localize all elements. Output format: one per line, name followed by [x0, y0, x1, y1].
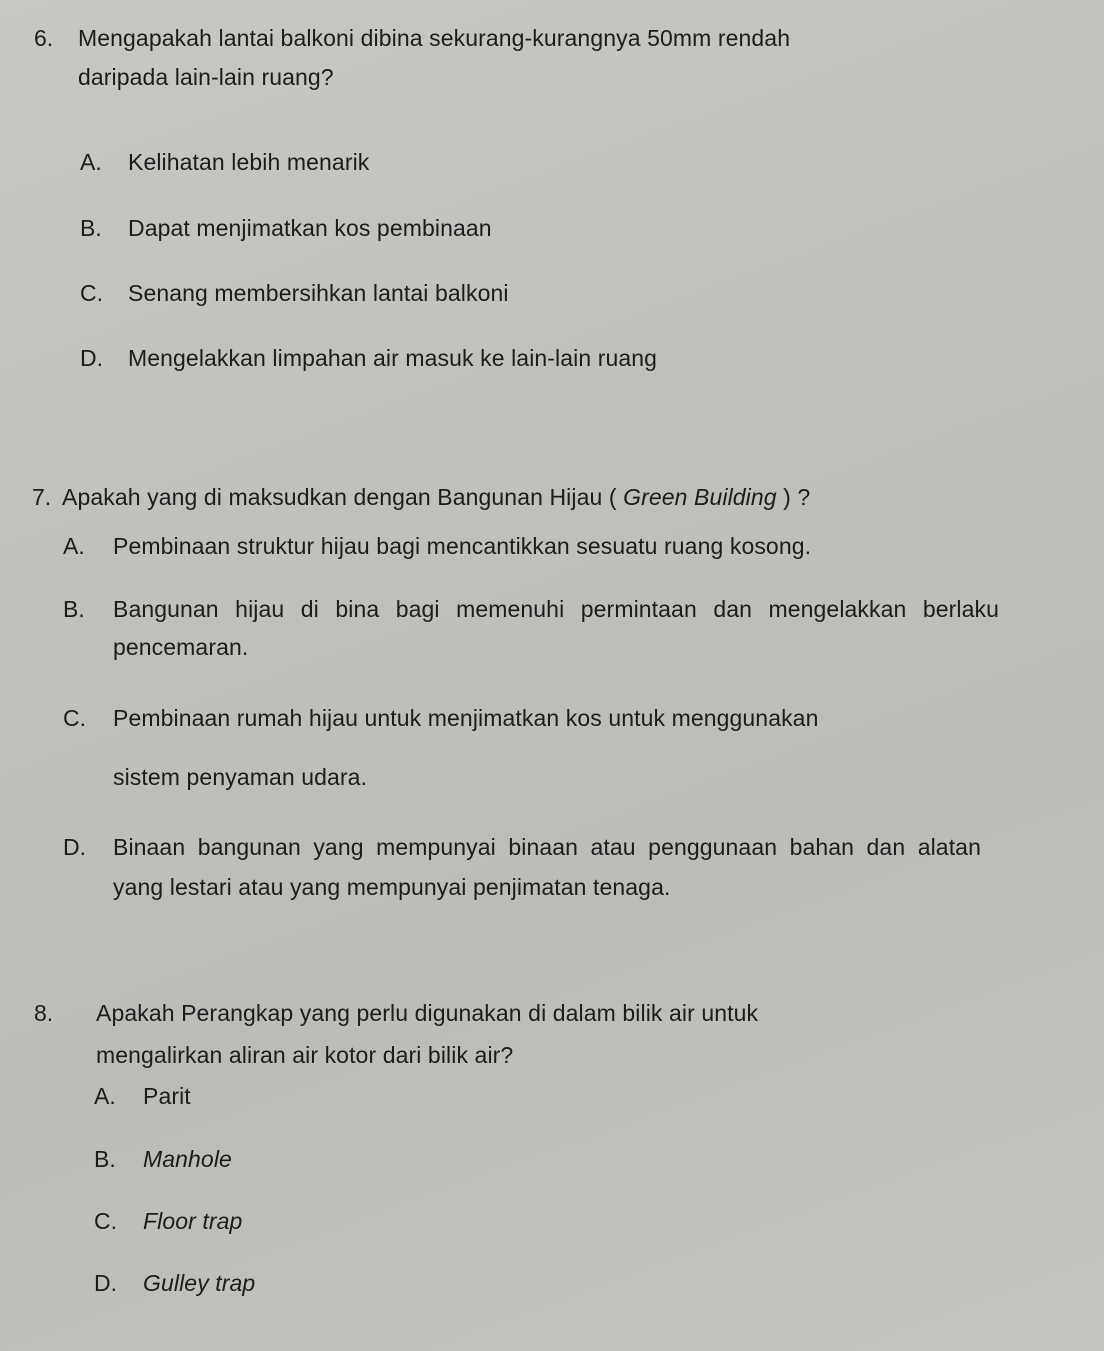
- option-letter: B.: [94, 1146, 116, 1172]
- option-letter: C.: [94, 1208, 117, 1234]
- option-text: Senang membersihkan lantai balkoni: [128, 280, 509, 306]
- option-text-line: pencemaran.: [113, 634, 249, 660]
- option-text-line: sistem penyaman udara.: [113, 764, 368, 790]
- option-text-line: Pembinaan rumah hijau untuk menjimatkan kos untuk menggunakan: [113, 705, 819, 731]
- option-text: Parit: [143, 1083, 191, 1109]
- question-text-line: Apakah Perangkap yang perlu digunakan di dalam bilik air untuk: [96, 1000, 759, 1026]
- question-text-line: Mengapakah lantai balkoni dibina sekurang-kurangnya 50mm rendah: [78, 25, 791, 51]
- question-text-line: daripada lain-lain ruang?: [78, 64, 334, 90]
- option-letter: D.: [94, 1270, 117, 1296]
- question-number: 6.: [34, 25, 54, 51]
- question-number: 8.: [34, 1000, 54, 1026]
- option-text: Dapat menjimatkan kos pembinaan: [128, 215, 492, 241]
- option-text-line: Bangunan hijau di bina bagi memenuhi permintaan dan mengelakkan berlaku: [113, 596, 1000, 622]
- option-text: Floor trap: [143, 1208, 243, 1234]
- option-letter: D.: [80, 345, 103, 371]
- option-text: Kelihatan lebih menarik: [128, 149, 370, 175]
- question-text: Apakah yang di maksudkan dengan Bangunan Hijau ( Green Building ) ?: [62, 484, 811, 510]
- option-letter: A.: [80, 149, 102, 175]
- option-letter: A.: [94, 1083, 116, 1109]
- option-letter: C.: [80, 280, 103, 306]
- question-text-line: mengalirkan aliran air kotor dari bilik air?: [96, 1042, 514, 1068]
- option-letter: C.: [63, 705, 86, 731]
- option-text: Mengelakkan limpahan air masuk ke lain-lain ruang: [128, 345, 658, 371]
- option-text-line: yang lestari atau yang mempunyai penjimatan tenaga.: [113, 874, 671, 900]
- option-letter: D.: [63, 834, 86, 860]
- option-text: Pembinaan struktur hijau bagi mencantikkan sesuatu ruang kosong.: [113, 533, 812, 559]
- option-text: Gulley trap: [143, 1270, 256, 1296]
- option-text-line: Binaan bangunan yang mempunyai binaan atau penggunaan bahan dan alatan: [113, 834, 981, 860]
- option-letter: B.: [63, 596, 85, 622]
- question-number: 7.: [32, 484, 52, 510]
- option-letter: B.: [80, 215, 102, 241]
- option-letter: A.: [63, 533, 85, 559]
- option-text: Manhole: [143, 1146, 232, 1172]
